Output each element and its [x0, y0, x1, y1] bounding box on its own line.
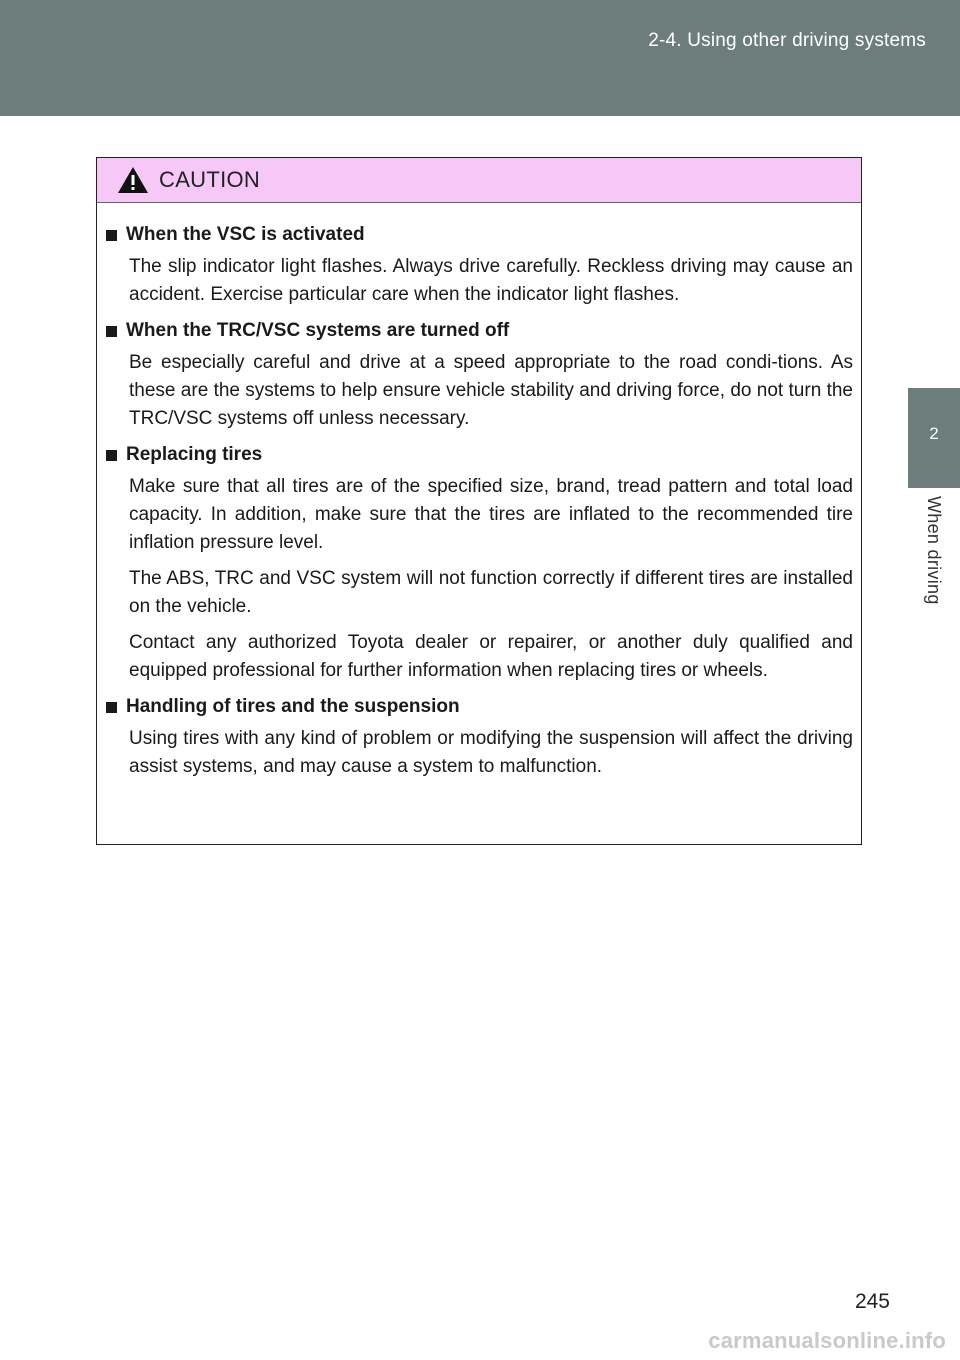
section-heading-text: Replacing tires — [126, 444, 263, 465]
caution-body — [97, 203, 861, 781]
caution-header — [97, 158, 861, 203]
section-paragraph: The ABS, TRC and VSC system will not function correctly if different tires are installed on the vehicle. — [129, 568, 853, 617]
section-heading — [103, 317, 853, 345]
caution-title: CAUTION — [159, 167, 261, 192]
section-paragraph: The slip indicator light flashes. Always drive carefully. Reckless driving may cause an accident. Exercise particular care when the indicator light flashes. — [129, 256, 853, 305]
section-paragraph: Contact any authorized Toyota dealer or repairer, or another duly qualified and equipped professional for further information when replacing tires or wheels. — [129, 632, 853, 681]
square-bullet-icon — [106, 450, 117, 461]
section-heading — [103, 693, 853, 721]
section-heading-text: When the VSC is activated — [126, 224, 365, 245]
caution-section — [103, 317, 853, 433]
caution-section — [103, 221, 853, 309]
section-heading — [103, 441, 853, 469]
square-bullet-icon — [106, 230, 117, 241]
square-bullet-icon — [106, 326, 117, 337]
caution-section — [103, 693, 853, 781]
section-paragraph: Using tires with any kind of problem or modifying the suspension will affect the driving assist systems, and may cause a system to malfunction. — [129, 728, 853, 777]
chapter-number: 2 — [929, 424, 939, 443]
section-title: 2-4. Using other driving systems — [648, 30, 926, 51]
caution-box — [96, 157, 862, 845]
watermark: carmanualsonline.info — [708, 1328, 946, 1353]
warning-triangle-icon — [115, 165, 151, 195]
caution-section — [103, 441, 853, 685]
section-paragraph: Make sure that all tires are of the specified size, brand, tread pattern and total load capacity. In addition, make sure that the tires are inflated to the recommended tire inflation pressure level. — [129, 476, 853, 553]
header-bar — [0, 0, 960, 116]
chapter-label: When driving — [924, 496, 944, 605]
section-paragraph: Be especially careful and drive at a speed appropriate to the road condi-tions. As these are the systems to help ensure vehicle stability and driving force, do not turn the TRC/VSC systems off unless necessary. — [129, 352, 853, 429]
chapter-tab — [908, 388, 960, 488]
section-heading-text: When the TRC/VSC systems are turned off — [126, 320, 510, 341]
square-bullet-icon — [106, 702, 117, 713]
section-heading — [103, 221, 853, 249]
section-heading-text: Handling of tires and the suspension — [126, 696, 460, 717]
page-number: 245 — [854, 1290, 890, 1313]
